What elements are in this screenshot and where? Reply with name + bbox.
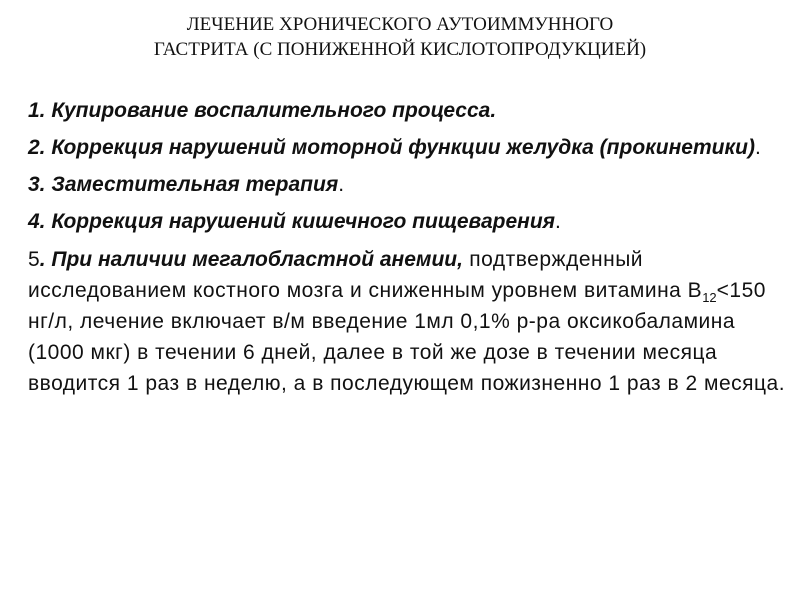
item-5-lead: . При наличии мегалобластной анемии,	[39, 248, 463, 271]
list-item	[28, 244, 788, 399]
treatment-list	[28, 96, 788, 406]
list-item	[28, 207, 788, 237]
item-2-text: 2. Коррекция нарушений моторной функции желудка (прокинетики)	[28, 136, 755, 159]
vitamin-subscript: 12	[702, 290, 717, 306]
list-item	[28, 133, 788, 163]
item-3-tail: .	[338, 173, 345, 196]
item-5-body-b: <150 нг/л, лечение включает в/м введение 1мл 0,1% р-ра оксикобаламина (1000 мкг) в течении 6 дней, далее в той же дозе в течении месяца вводится 1 раз в неделю, а в последующем пожизненно 1 раз в 2 месяца.	[28, 279, 786, 395]
list-item	[28, 96, 788, 126]
title-line-2: ГАСТРИТА (С ПОНИЖЕННОЙ КИСЛОТОПРОДУКЦИЕЙ)	[153, 39, 647, 60]
item-4-text: 4. Коррекция нарушений кишечного пищеварения	[28, 210, 556, 233]
item-3-text: 3. Заместительная терапия	[28, 173, 339, 196]
item-1-text: 1. Купирование воспалительного процесса.	[28, 99, 497, 122]
slide-title	[0, 12, 800, 62]
item-2-tail: .	[754, 136, 761, 159]
item-5-body-a: подтвержденный исследованием костного мозга и сниженным уровнем витамина В	[28, 248, 703, 302]
item-5-number: 5	[28, 248, 40, 271]
list-item	[28, 170, 788, 200]
title-line-1: ЛЕЧЕНИЕ ХРОНИЧЕСКОГО АУТОИММУННОГО	[186, 14, 614, 35]
item-4-tail: .	[555, 210, 561, 233]
